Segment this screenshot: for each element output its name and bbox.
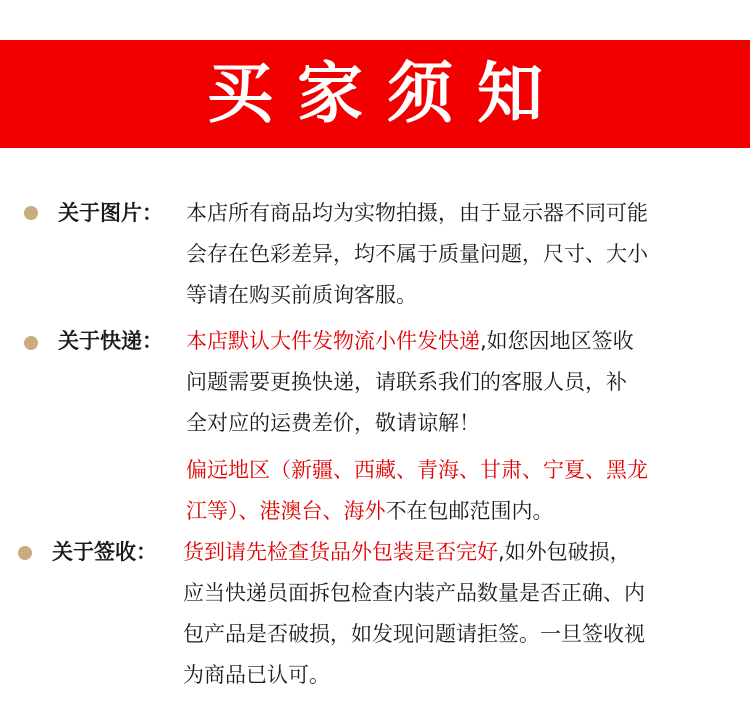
text-line: 问题需要更换快递，请联系我们的客服人员，补: [186, 370, 627, 394]
bullet-icon: [24, 336, 38, 350]
text-line: 等请在购买前质询客服。: [186, 283, 417, 307]
section-text: [186, 193, 648, 316]
plain-text: 不在包邮范围内。: [385, 499, 554, 523]
highlight-text: 货到请先检查货品外包装是否完好: [183, 540, 498, 564]
plain-text: ,如外包破损，: [498, 540, 631, 564]
text-line: 包产品是否破损，如发现问题请拒签。一旦签收视: [183, 622, 645, 646]
text-line: 会存在色彩差异，均不属于质量问题，尺寸、大小: [186, 242, 648, 266]
text-line: 应当快递员面拆包检查内装产品数量是否正确、内: [183, 581, 645, 605]
bullet-icon: [24, 206, 38, 220]
highlight-text: 本店默认大件发物流小件发快递: [186, 329, 480, 353]
highlight-text: 江等）、港澳台、海外: [186, 499, 386, 523]
text-line: 为商品已认可。: [183, 663, 330, 687]
text-line: [183, 532, 645, 573]
text-line: 全对应的运费差价，敬请谅解！: [186, 411, 480, 435]
section-text: [183, 532, 645, 696]
text-line: [186, 321, 648, 362]
text-line: 本店所有商品均为实物拍摄，由于显示器不同可能: [186, 201, 648, 225]
bullet-icon: [18, 546, 32, 560]
section-label: 关于签收：: [52, 540, 157, 564]
section-label: 关于快递：: [58, 329, 163, 353]
section-label: 关于图片：: [58, 201, 163, 225]
highlight-text: 偏远地区（新疆、西藏、青海、甘肃、宁夏、黑龙: [186, 458, 648, 482]
text-line: [186, 491, 648, 532]
header-banner: [0, 40, 750, 148]
page-title: 买家须知: [207, 55, 567, 132]
section-text: [186, 321, 648, 532]
plain-text: ,如您因地区签收: [480, 329, 634, 353]
